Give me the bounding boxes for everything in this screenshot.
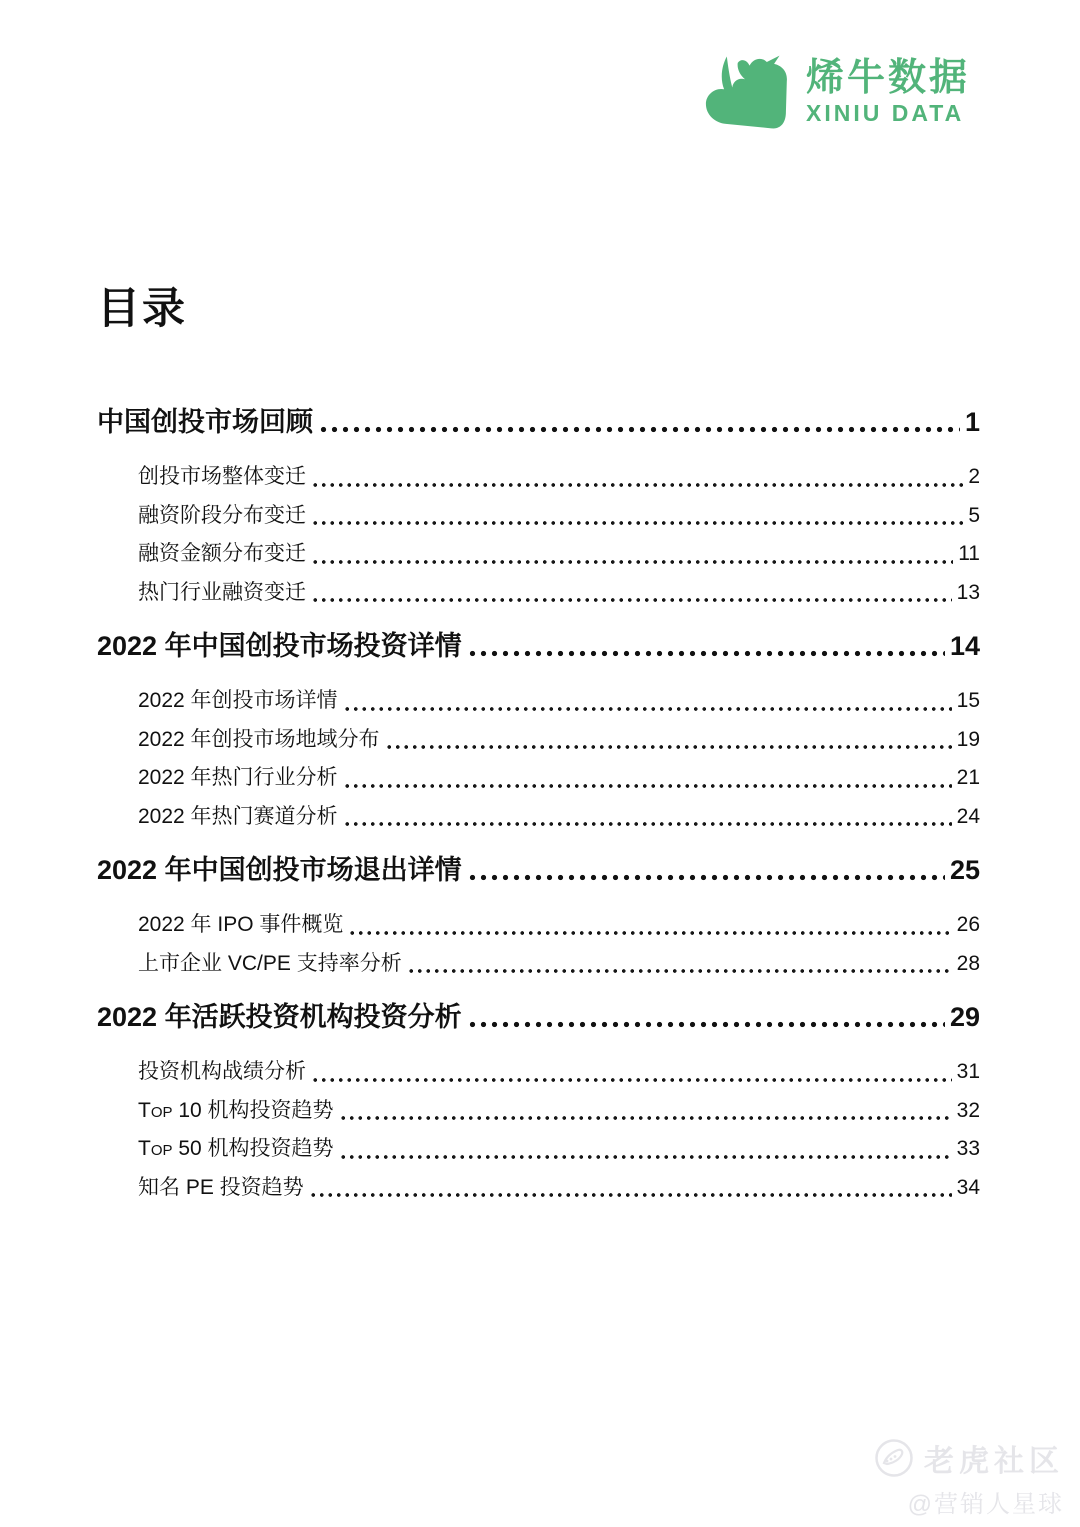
tiger-badge-icon (874, 1438, 914, 1478)
dotted-leader (385, 744, 952, 750)
toc-item-page-number: 31 (956, 1060, 980, 1083)
dotted-leader (343, 706, 952, 712)
watermark-community-row (874, 1436, 1064, 1480)
rhino-icon (698, 52, 792, 132)
toc-item-label: Top 10 机构投资趋势 (138, 1098, 334, 1122)
toc-item (97, 721, 980, 760)
watermark-community-name: 老虎社区 (924, 1445, 1064, 1478)
toc-heading-page-number: 14 (949, 631, 980, 661)
dotted-leader (311, 597, 952, 603)
brand-logo (698, 52, 970, 132)
toc-item (97, 682, 980, 721)
toc-item-label: 融资阶段分布变迁 (138, 503, 306, 527)
toc-item-page-number: 21 (956, 766, 980, 789)
toc-heading-page-number: 25 (949, 855, 980, 885)
page-title: 目录 (97, 284, 187, 333)
toc-heading-page-number: 29 (949, 1002, 980, 1032)
toc-item (97, 497, 980, 536)
toc-heading-label: 2022 年中国创投市场投资详情 (97, 631, 462, 661)
toc-item-label: 2022 年创投市场地域分布 (138, 727, 380, 751)
toc-item-page-number: 15 (956, 689, 980, 712)
toc-heading-label: 2022 年活跃投资机构投资分析 (97, 1002, 462, 1032)
toc-item-label: 投资机构战绩分析 (138, 1060, 306, 1083)
toc-heading (97, 624, 980, 668)
toc-item (97, 458, 980, 497)
toc-section (97, 995, 980, 1207)
watermark-handle: @营销人星球 (907, 1491, 1064, 1518)
toc-item (97, 1169, 980, 1208)
dotted-leader (339, 1115, 952, 1121)
toc-item-label: 2022 年 IPO 事件概览 (138, 913, 344, 936)
dotted-leader (467, 874, 945, 881)
dotted-leader (309, 1192, 952, 1198)
toc-item-page-number: 26 (956, 913, 980, 936)
toc-list (97, 400, 980, 1207)
toc-item-label: 融资金额分布变迁 (138, 542, 306, 565)
dotted-leader (467, 650, 945, 657)
dotted-leader (467, 1021, 945, 1028)
toc-section (97, 848, 980, 983)
toc-item (97, 1053, 980, 1092)
toc-section (97, 400, 980, 612)
toc-item-page-number: 11 (958, 542, 980, 565)
dotted-leader (343, 821, 952, 827)
toc-heading-label: 2022 年中国创投市场退出详情 (97, 855, 462, 885)
dotted-leader (348, 930, 951, 936)
dotted-leader (318, 426, 960, 433)
toc-item-label: 2022 年热门行业分析 (138, 766, 338, 789)
toc-item-label: 热门行业融资变迁 (138, 580, 306, 604)
toc-heading (97, 400, 980, 444)
toc-heading-page-number: 1 (964, 407, 980, 437)
dotted-leader (407, 968, 952, 974)
toc-item-page-number: 28 (956, 951, 980, 975)
toc-item (97, 535, 980, 574)
brand-name-cn: 烯牛数据 (805, 57, 970, 99)
toc-heading-label: 中国创投市场回顾 (97, 407, 313, 437)
dotted-leader (339, 1154, 952, 1160)
toc-item-label: 知名 PE 投资趋势 (138, 1175, 304, 1199)
toc-heading (97, 848, 980, 892)
dotted-leader (311, 559, 953, 565)
brand-logo-text (806, 59, 970, 125)
toc-section (97, 624, 980, 836)
toc-item-label: Top 50 机构投资趋势 (138, 1137, 334, 1160)
toc-item-page-number: 33 (956, 1137, 980, 1160)
toc-item-page-number: 2 (968, 465, 980, 488)
toc-item-page-number: 32 (956, 1098, 980, 1122)
toc-item-label: 2022 年创投市场详情 (138, 689, 338, 712)
toc-item-page-number: 13 (956, 580, 980, 604)
toc-item-page-number: 24 (956, 804, 980, 828)
toc-item (97, 945, 980, 984)
dotted-leader (311, 1077, 952, 1083)
toc-item (97, 906, 980, 945)
toc-item-page-number: 5 (968, 503, 980, 527)
toc-item (97, 798, 980, 837)
toc-item (97, 574, 980, 613)
dotted-leader (311, 482, 963, 488)
toc-item (97, 759, 980, 798)
toc-item-page-number: 19 (956, 727, 980, 751)
toc-item (97, 1130, 980, 1169)
toc-item-label: 上市企业 VC/PE 支持率分析 (138, 951, 402, 975)
watermark (874, 1436, 1064, 1519)
toc-item-label: 2022 年热门赛道分析 (138, 804, 338, 828)
toc-item-label: 创投市场整体变迁 (138, 465, 306, 488)
toc-heading (97, 995, 980, 1039)
brand-name-en: XINIU DATA (805, 100, 965, 126)
toc-item-page-number: 34 (956, 1175, 980, 1199)
dotted-leader (311, 520, 963, 526)
dotted-leader (343, 783, 952, 789)
toc-item (97, 1092, 980, 1131)
